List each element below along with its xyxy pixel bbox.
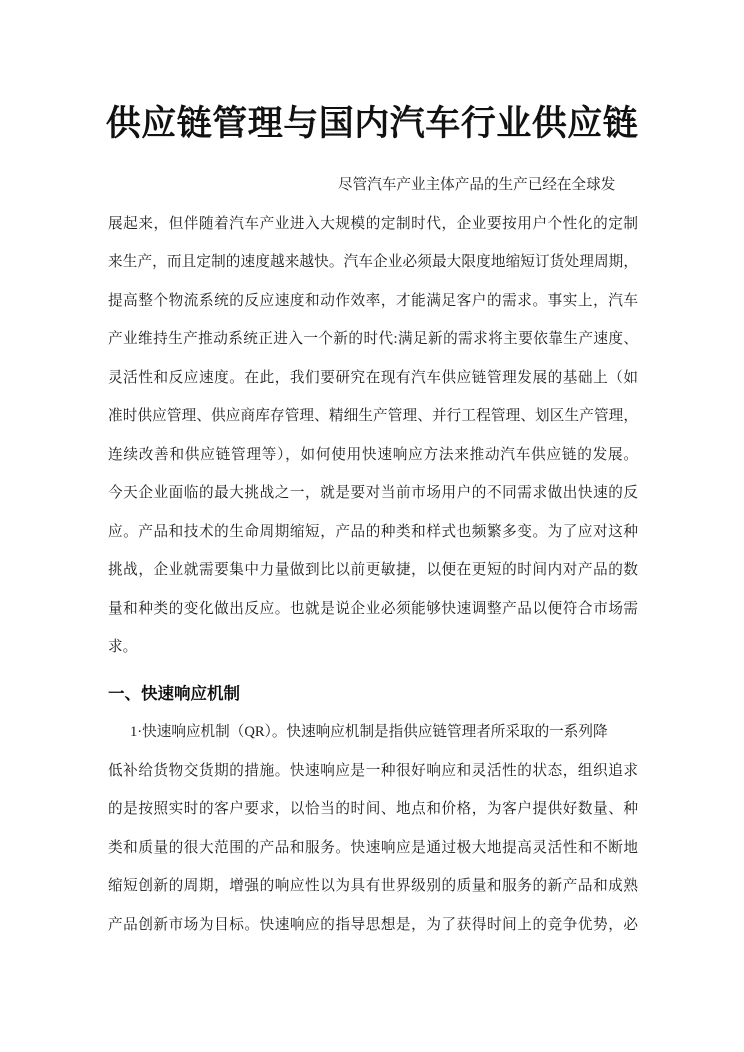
text-line: 灵活性和反应速度。在此，我们要研究在现有汽车供应链管理发展的基础上（如 [108, 369, 638, 386]
document-title: 供应链管理与国内汽车行业供应链 [105, 104, 639, 143]
text-line: 连续改善和供应链管理等），如何使用快速响应方法来推动汽车供应链的发展。 [108, 446, 638, 463]
text-line: 类和质量的很大范围的产品和服务。快速响应是通过极大地提高灵活性和不断地 [108, 839, 638, 856]
text-line: 求。 [108, 639, 138, 655]
text-line: 的是按照实时的客户要求，以恰当的时间、地点和价格，为客户提供好数量、种 [108, 801, 638, 817]
text-line: 应。产品和技术的生命周期缩短，产品的种类和样式也频繁多变。为了应对这种 [108, 523, 638, 540]
text-line: 1·快速响应机制（QR）。快速响应机制是指供应链管理者所采取的一系列降 [130, 724, 608, 740]
section-heading: 一、快速响应机制 [108, 683, 240, 703]
document-body [108, 166, 638, 944]
text-line: 来生产，而且定制的速度越来越快。汽车企业必须最大限度地缩短订货处理周期， [108, 254, 638, 270]
text-line: 产业维持生产推动系统正进入一个新的时代:满足新的需求将主要依靠生产速度、 [108, 331, 638, 347]
text-line: 量和种类的变化做出反应。也就是说企业必须能够快速调整产品以便符合市场需 [108, 600, 638, 617]
text-line: 准时供应管理、供应商库存管理、精细生产管理、并行工程管理、划区生产管理， [108, 408, 638, 424]
text-line: 尽管汽车产业主体产品的生产已经在全球发 [338, 177, 616, 193]
paragraph [108, 166, 638, 667]
text-line: 产品创新市场为目标。快速响应的指导思想是，为了获得时间上的竞争优势，必 [108, 916, 638, 933]
text-line: 缩短创新的周期，增强的响应性以为具有世界级别的质量和服务的新产品和成熟 [108, 878, 638, 894]
text-line: 今天企业面临的最大挑战之一，就是要对当前市场用户的不同需求做出快速的反 [108, 485, 638, 501]
text-line: 提高整个物流系统的反应速度和动作效率，才能满足客户的需求。事实上，汽车 [108, 292, 638, 309]
text-line: 挑战，企业就需要集中力量做到比以前更敏捷，以便在更短的时间内对产品的数 [108, 562, 638, 578]
text-line: 低补给货物交货期的措施。快速响应是一种很好响应和灵活性的状态，组织追求 [108, 762, 638, 779]
paragraph [108, 713, 638, 944]
text-line: 展起来，但伴随着汽车产业进入大规模的定制时代，企业要按用户个性化的定制 [108, 215, 638, 232]
